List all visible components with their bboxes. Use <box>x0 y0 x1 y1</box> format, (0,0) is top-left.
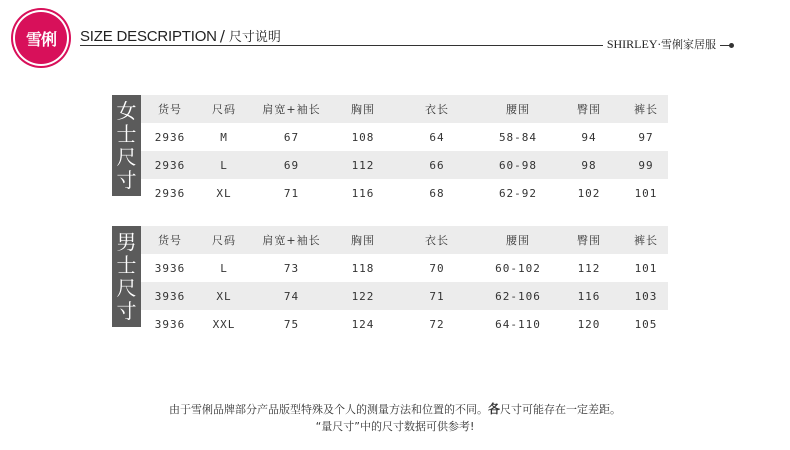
table-cell: 58-84 <box>498 130 538 144</box>
table-cell: 3936 <box>154 317 186 331</box>
column-header: 货号 <box>158 103 182 116</box>
men-size-label <box>112 226 141 327</box>
column-header: 腰围 <box>506 234 530 247</box>
label-char: 士 <box>116 252 137 277</box>
column-header: 衣长 <box>425 103 449 116</box>
table-cell: 97 <box>638 130 654 144</box>
table-cell: 70 <box>429 261 445 275</box>
note-text: 由于雪俐品牌部分产品版型特殊及个人的测量方法和位置的不同。 <box>168 403 488 416</box>
label-char: 寸 <box>116 167 137 192</box>
table-row <box>141 123 668 151</box>
table-cell: 105 <box>634 317 658 331</box>
table-cell: L <box>220 158 228 172</box>
table-cell: XXL <box>212 317 236 331</box>
table-cell: 101 <box>634 186 658 200</box>
column-header: 臀围 <box>577 103 601 116</box>
men-size-table <box>141 226 668 338</box>
column-header: 裤长 <box>634 234 658 247</box>
table-cell: 112 <box>351 158 375 172</box>
table-cell: XL <box>216 289 232 303</box>
column-header: 肩宽+袖长 <box>262 234 321 247</box>
note-emphasis: 各 <box>487 402 500 416</box>
column-header: 尺码 <box>212 103 236 116</box>
table-cell: 67 <box>283 130 300 144</box>
table-cell: 73 <box>283 261 300 275</box>
table-cell: 118 <box>351 261 375 275</box>
women-size-label <box>112 95 141 196</box>
table-cell: 116 <box>351 186 375 200</box>
page-title-slash: / <box>219 27 225 45</box>
table-cell: 3936 <box>154 261 186 275</box>
table-row <box>141 151 668 179</box>
table-cell: 124 <box>351 317 375 331</box>
table-cell: 102 <box>577 186 601 200</box>
label-char: 士 <box>116 121 137 146</box>
table-cell: 99 <box>638 158 654 172</box>
table-header-row <box>141 95 668 123</box>
table-row <box>141 179 668 207</box>
page-title-en: SIZE DESCRIPTION <box>80 28 217 45</box>
label-char: 寸 <box>116 298 137 323</box>
table-cell: XL <box>216 186 232 200</box>
table-cell: 72 <box>429 317 445 331</box>
table-cell: 64 <box>429 130 445 144</box>
table-cell: 2936 <box>154 186 186 200</box>
column-header: 胸围 <box>351 103 375 116</box>
table-cell: 3936 <box>154 289 186 303</box>
table-cell: M <box>220 130 228 144</box>
brand-name-zh: 雪俐家居服 <box>661 38 716 51</box>
column-header: 胸围 <box>351 234 375 247</box>
measurement-note-line2: “量尺寸”中的尺寸数据可供参考! <box>315 420 475 433</box>
table-cell: 68 <box>429 186 445 200</box>
table-cell: 116 <box>577 289 601 303</box>
table-cell: 120 <box>577 317 601 331</box>
brand-name-en: SHIRLEY <box>606 37 658 51</box>
table-cell: 71 <box>429 289 445 303</box>
table-row <box>141 254 668 282</box>
column-header: 货号 <box>158 234 182 247</box>
column-header: 尺码 <box>212 234 236 247</box>
table-cell: 2936 <box>154 158 186 172</box>
table-cell: 101 <box>634 261 658 275</box>
table-cell: 69 <box>283 158 300 172</box>
table-cell: 75 <box>283 317 300 331</box>
table-cell: 60-102 <box>495 261 541 275</box>
table-cell: 74 <box>283 289 300 303</box>
table-cell: 2936 <box>154 130 186 144</box>
table-cell: L <box>220 261 228 275</box>
table-cell: 103 <box>634 289 658 303</box>
measurement-note <box>0 401 790 418</box>
table-cell: 62-92 <box>498 186 538 200</box>
table-cell: 98 <box>581 158 597 172</box>
table-row <box>141 310 668 338</box>
brand-separator: · <box>657 38 661 51</box>
table-cell: 64-110 <box>495 317 541 331</box>
label-char: 女 <box>116 98 137 123</box>
column-header: 臀围 <box>577 234 601 247</box>
note-text: 尺寸可能存在一定差距。 <box>500 403 621 416</box>
table-cell: 108 <box>351 130 375 144</box>
label-char: 尺 <box>116 275 137 300</box>
table-cell: 66 <box>429 158 445 172</box>
brand-logo: 雪俐 <box>15 12 67 64</box>
page-title <box>80 26 281 45</box>
brand-name <box>603 36 720 52</box>
table-cell: 94 <box>581 130 597 144</box>
column-header: 衣长 <box>425 234 449 247</box>
table-header-row <box>141 226 668 254</box>
table-cell: 122 <box>351 289 375 303</box>
table-cell: 62-106 <box>495 289 541 303</box>
column-header: 肩宽+袖长 <box>262 103 321 116</box>
label-char: 尺 <box>116 144 137 169</box>
page-title-zh: 尺寸说明 <box>228 30 281 45</box>
label-char: 男 <box>116 229 137 254</box>
column-header: 腰围 <box>506 103 530 116</box>
table-cell: 112 <box>577 261 601 275</box>
table-cell: 71 <box>283 186 300 200</box>
table-row <box>141 282 668 310</box>
table-cell: 60-98 <box>498 158 538 172</box>
column-header: 裤长 <box>634 103 658 116</box>
women-size-table <box>141 95 668 207</box>
